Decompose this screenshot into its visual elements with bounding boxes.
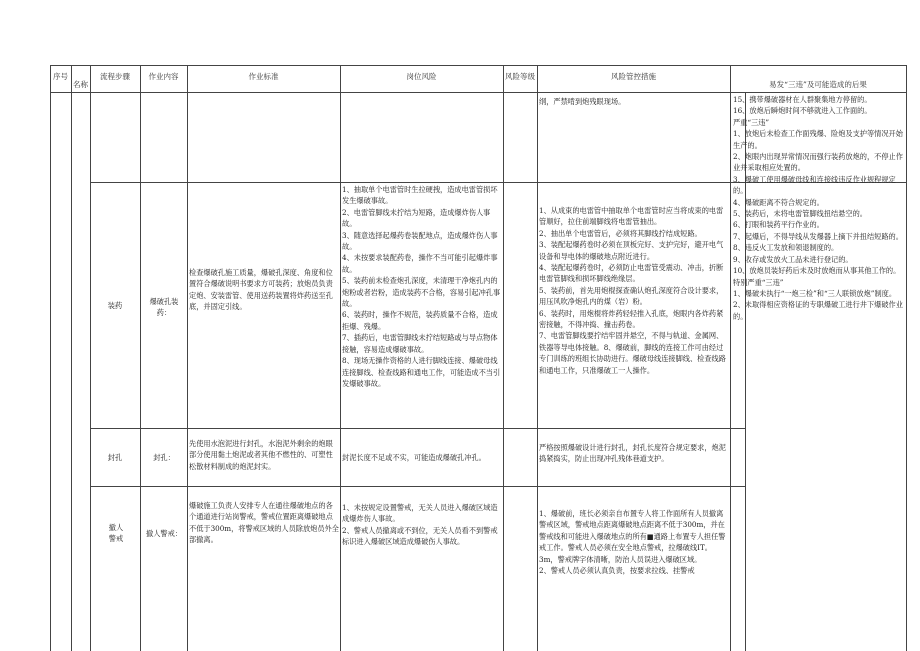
consequence-item: 1、放炮后未检查工作面残爆、险炮及支护等情况开始生产的。 [733,129,903,150]
col-border-6 [503,65,504,651]
row3-measures: 严格按照爆破设计进行封孔，封孔长度符合规定要求，炮泥捣紧捣实，防止出现冲孔残体巷道支护。 [539,443,726,464]
risk-item: 4、未按要求装配药卷，操作不当可能引起爆炸事故。 [342,253,498,274]
measure-item: 5、装药前，首先用炮棍探查确认炮孔深度符合设计要求，用压风吹净炮孔内的煤（岩）粉。 [539,285,724,307]
col-border-4 [187,65,188,651]
row4-content: 撤人警戒： [146,529,182,538]
col-border-0 [50,65,51,651]
consequence-item: 2、未取得相应资格证的专职爆破工进行井下爆破作业的。 [733,300,903,321]
consequence-item: 16、放炮后瞬炮时间不够就进入工作面的。 [733,106,872,116]
risk-item: 7、插药后，电雷管脚线未拧结短路或与导点物体接触，容易造成爆破事故。 [342,333,498,354]
row4-measures [539,508,729,650]
table-top-border [50,65,907,66]
measure-item: 6、装药时，用炮棍将炸药轻轻推入孔底，炮眼内各炸药紧密接触，不得冲捣、撞击药卷。 [539,308,724,330]
row2-risks [342,184,502,427]
row4-risks [342,502,502,548]
consequence-item: 9、收存或发放火工品未进行登记的。 [733,254,853,264]
row4-process: 撤人警戒 [108,523,124,544]
row3-standard: 先使用水泡泥进行封孔，水泡泥外剩余的炮眼部分使用黏土炮泥或者其他不燃性的、可塑性松散材料制成的炮泥封实。 [189,439,333,471]
header-consequence: 易发“三违”及可能造成的后果 [769,80,867,89]
measure-item: 7、电雷管脚线要拧结牢固并悬空，不得与轨道、金属网、铁器等导电体接触。8、爆破前，脚线的连接工作可由经过专门训练的班组长协助进行。爆破母线连接脚线、检查线路和通电工作，只准爆破工一人操作。 [539,331,726,375]
consequence-item: 6、打眼和装药平行作业的。 [733,220,824,230]
header-measures: 风险管控措施 [611,72,656,81]
consequence-item: 7、起爆后，不得导线从发爆器上摘下并扭结短路的。 [733,231,903,241]
consequence-heading: 严重“三违” [733,117,770,127]
header-level: 风险等级 [505,72,535,81]
measure-item: 1、爆破前，班长必须亲自布置专人将工作面所有人员撤离警戒区域，警戒地点距离爆破地点距离不低于300m，并在警戒线和可能进入爆破地点的所有■通路上布置专人担任警戒工作。警戒人员必须在安全地点警戒，拉爆破线IT。3m，警戒牌字体清晰，防治人员误进入爆破区域。 [539,509,726,564]
risk-item: 3、随意选择起爆药卷装配地点，造成爆炸伤人事故。 [342,230,498,252]
header-content: 作业内容 [148,72,179,81]
row3-risk: 封泥长度不足或不实，可能造成爆破孔冲孔。 [342,453,486,462]
measure-item: 2、警戒人员必须认真负责，按要求拉线、挂警戒 [539,566,695,576]
measure-item: 4、装配起爆药卷时，必须防止电雷管受震动、冲击，折断电雷管脚线和损坏脚线绝缘层。 [539,263,724,284]
consequence-list [733,94,905,414]
col-border-7 [537,65,538,651]
consequence-heading: 特别严重“三违” [733,277,784,287]
consequence-item: 15、携带爆破器材在人群聚集地方停留的。 [733,95,872,104]
risk-item: 6、装药时，操作不规范，装药质量不合格，造成拒爆、残爆。 [342,310,498,331]
consequence-item: 5、装药后，未将电雷管脚线扭结悬空的。 [733,209,867,219]
consequence-item: 2、炮眼内出现异常情况而强行装药放炮的，不停止作业并采取相应处置的。 [733,152,903,173]
header-standard: 作业标准 [248,72,279,81]
row2-process: 装药 [107,301,123,310]
consequence-item: 10、放炮员装好药后未及时放炮而从事其他工作的。 [733,266,901,276]
row-border-3 [90,486,745,487]
row2-measures [539,205,729,427]
col-border-8 [730,65,731,651]
col-border-3 [140,65,141,651]
measure-item: 1、从成束的电雷管中抽取单个电雷管时应当将成束的电雷管顺好，拉住前端脚线将电雷管抽出。 [539,206,724,227]
risk-item: 2、警戒人员撤离或不到位，无关人员看不到警戒标识进入爆破区域造成爆破伤人事故。 [342,525,498,547]
measure-item: 3、装配起爆药卷时必须在顶板完好、支护完好，避开电气设备和导电体的爆破地点附近进行。 [539,240,724,261]
col-border-2 [90,65,91,651]
row1-measures: 纲，严禁啃到炮残眼现场。 [539,97,626,106]
col-border-10 [906,65,907,651]
consequence-item: 3、爆破工使用爆破母线和连接线违反作业规程规定的。 [733,174,896,196]
consequence-item: 1、爆破未执行“一炮三检”和“三人联锁放炮”制度。 [733,288,897,298]
header-risk: 岗位风险 [406,72,437,81]
col-border-5 [340,65,341,651]
col-border-1 [71,65,72,651]
risk-item: 1、抽取单个电雷管时生拉硬拽，造成电雷管损坏发生爆破事故。 [342,185,498,206]
row2-content: 爆破孔装药： [149,297,179,318]
row3-process: 封孔 [107,453,123,462]
risk-item: 5、装药前未检查炮孔深度，未清理干净炮孔内的炮粉或者岩粉，造成装药不合格，容易引起冲孔事故。 [342,276,501,309]
risk-item: 1、未按规定设置警戒，无关人员进入爆破区域造成爆炸伤人事故。 [342,503,498,524]
row3-content: 封孔： [153,453,175,462]
consequence-item: 4、爆破距离不符合规定的。 [733,197,824,207]
risk-item: 2、电雷管脚线未拧结为短路，造成爆炸伤人事故。 [342,207,491,229]
row4-standard: 爆破施工负责人安排专人在通往爆破地点的各个通道进行站岗警戒，警戒位置距离爆破地点不低于300m，将警戒区域的人员除放炮员外全部撤离。 [189,501,339,545]
header-name: 名称 [73,80,88,89]
measure-item: 2、抽出单个电雷管后，必须将其脚线拧结成短路。 [539,228,702,238]
row2-standard: 检查爆破孔施工质量，爆破孔深度、角度和位置符合爆破说明书要求方可装药；放炮员负责定炮、安装雷管、使用送药装置将炸药送至孔底，并固定引线。 [189,268,333,312]
risk-item: 8、现场无操作资格的人进行脚线连接、爆破母线连接脚线、检查线路和通电工作，可能造成不当引发爆破事故。 [342,356,501,388]
consequence-item: 8、违反火工发放和领退制度的。 [733,243,839,253]
header-seq: 序号 [53,72,68,81]
header-bottom-border [50,92,907,93]
row-border-2 [90,428,745,429]
header-process: 流程步骤 [100,72,130,81]
